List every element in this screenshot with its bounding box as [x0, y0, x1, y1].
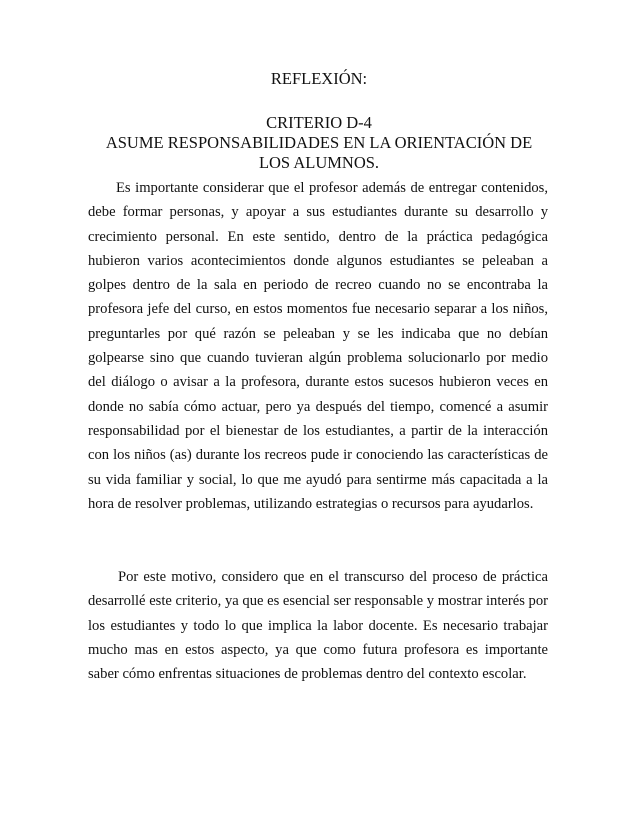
body-paragraph-1: Es importante considerar que el profesor además de entregar contenidos, debe formar personas, y apoyar a sus estudiantes durante su desarrollo y crecimiento personal. En este sentido, dentro de la práctica pedagógica hubieron varios acontecimientos donde algunos estudiantes se peleaban a golpes dentro de la sala en periodo de recreo cuando no se encontraba la profesora jefe del curso, en estos momentos fue necesario separar a los niños, preguntarles por qué razón se peleaban y se les indicaba que no debían golpearse sino que cuando tuvieran algún problema solucionarlo por medio del diálogo o avisar a la profesora, durante estos sucesos hubieron veces en donde no sabía cómo actuar, pero ya después del tiempo, comencé a asumir responsabilidad por el bienestar de los estudiantes, a partir de la interacción con los niños (as) durante los recreos pude ir conociendo las características de su vida familiar y social, lo que me ayudó para sentirme más capacitada a la hora de resolver problemas, utilizando estrategias o recursos para ayudarlos.	[88, 180, 548, 512]
criterion-heading: CRITERIO D-4	[266, 113, 372, 132]
document-title: REFLEXIÓN:	[270, 69, 368, 88]
criterion-subtitle-line1: ASUME RESPONSABILIDADES EN LA ORIENTACIÓN DE	[105, 133, 533, 152]
criterion-subtitle-line2: LOS ALUMNOS.	[258, 153, 380, 172]
body-paragraph-2: Por este motivo, considero que en el transcurso del proceso de práctica desarrollé este criterio, ya que es esencial ser responsable y mostrar interés por los estudiantes y todo lo que implica la labor docente. Es necesario trabajar mucho mas en estos aspecto, ya que como futura profesora es importante saber cómo enfrentas situaciones de problemas dentro del contexto escolar.	[88, 569, 548, 683]
